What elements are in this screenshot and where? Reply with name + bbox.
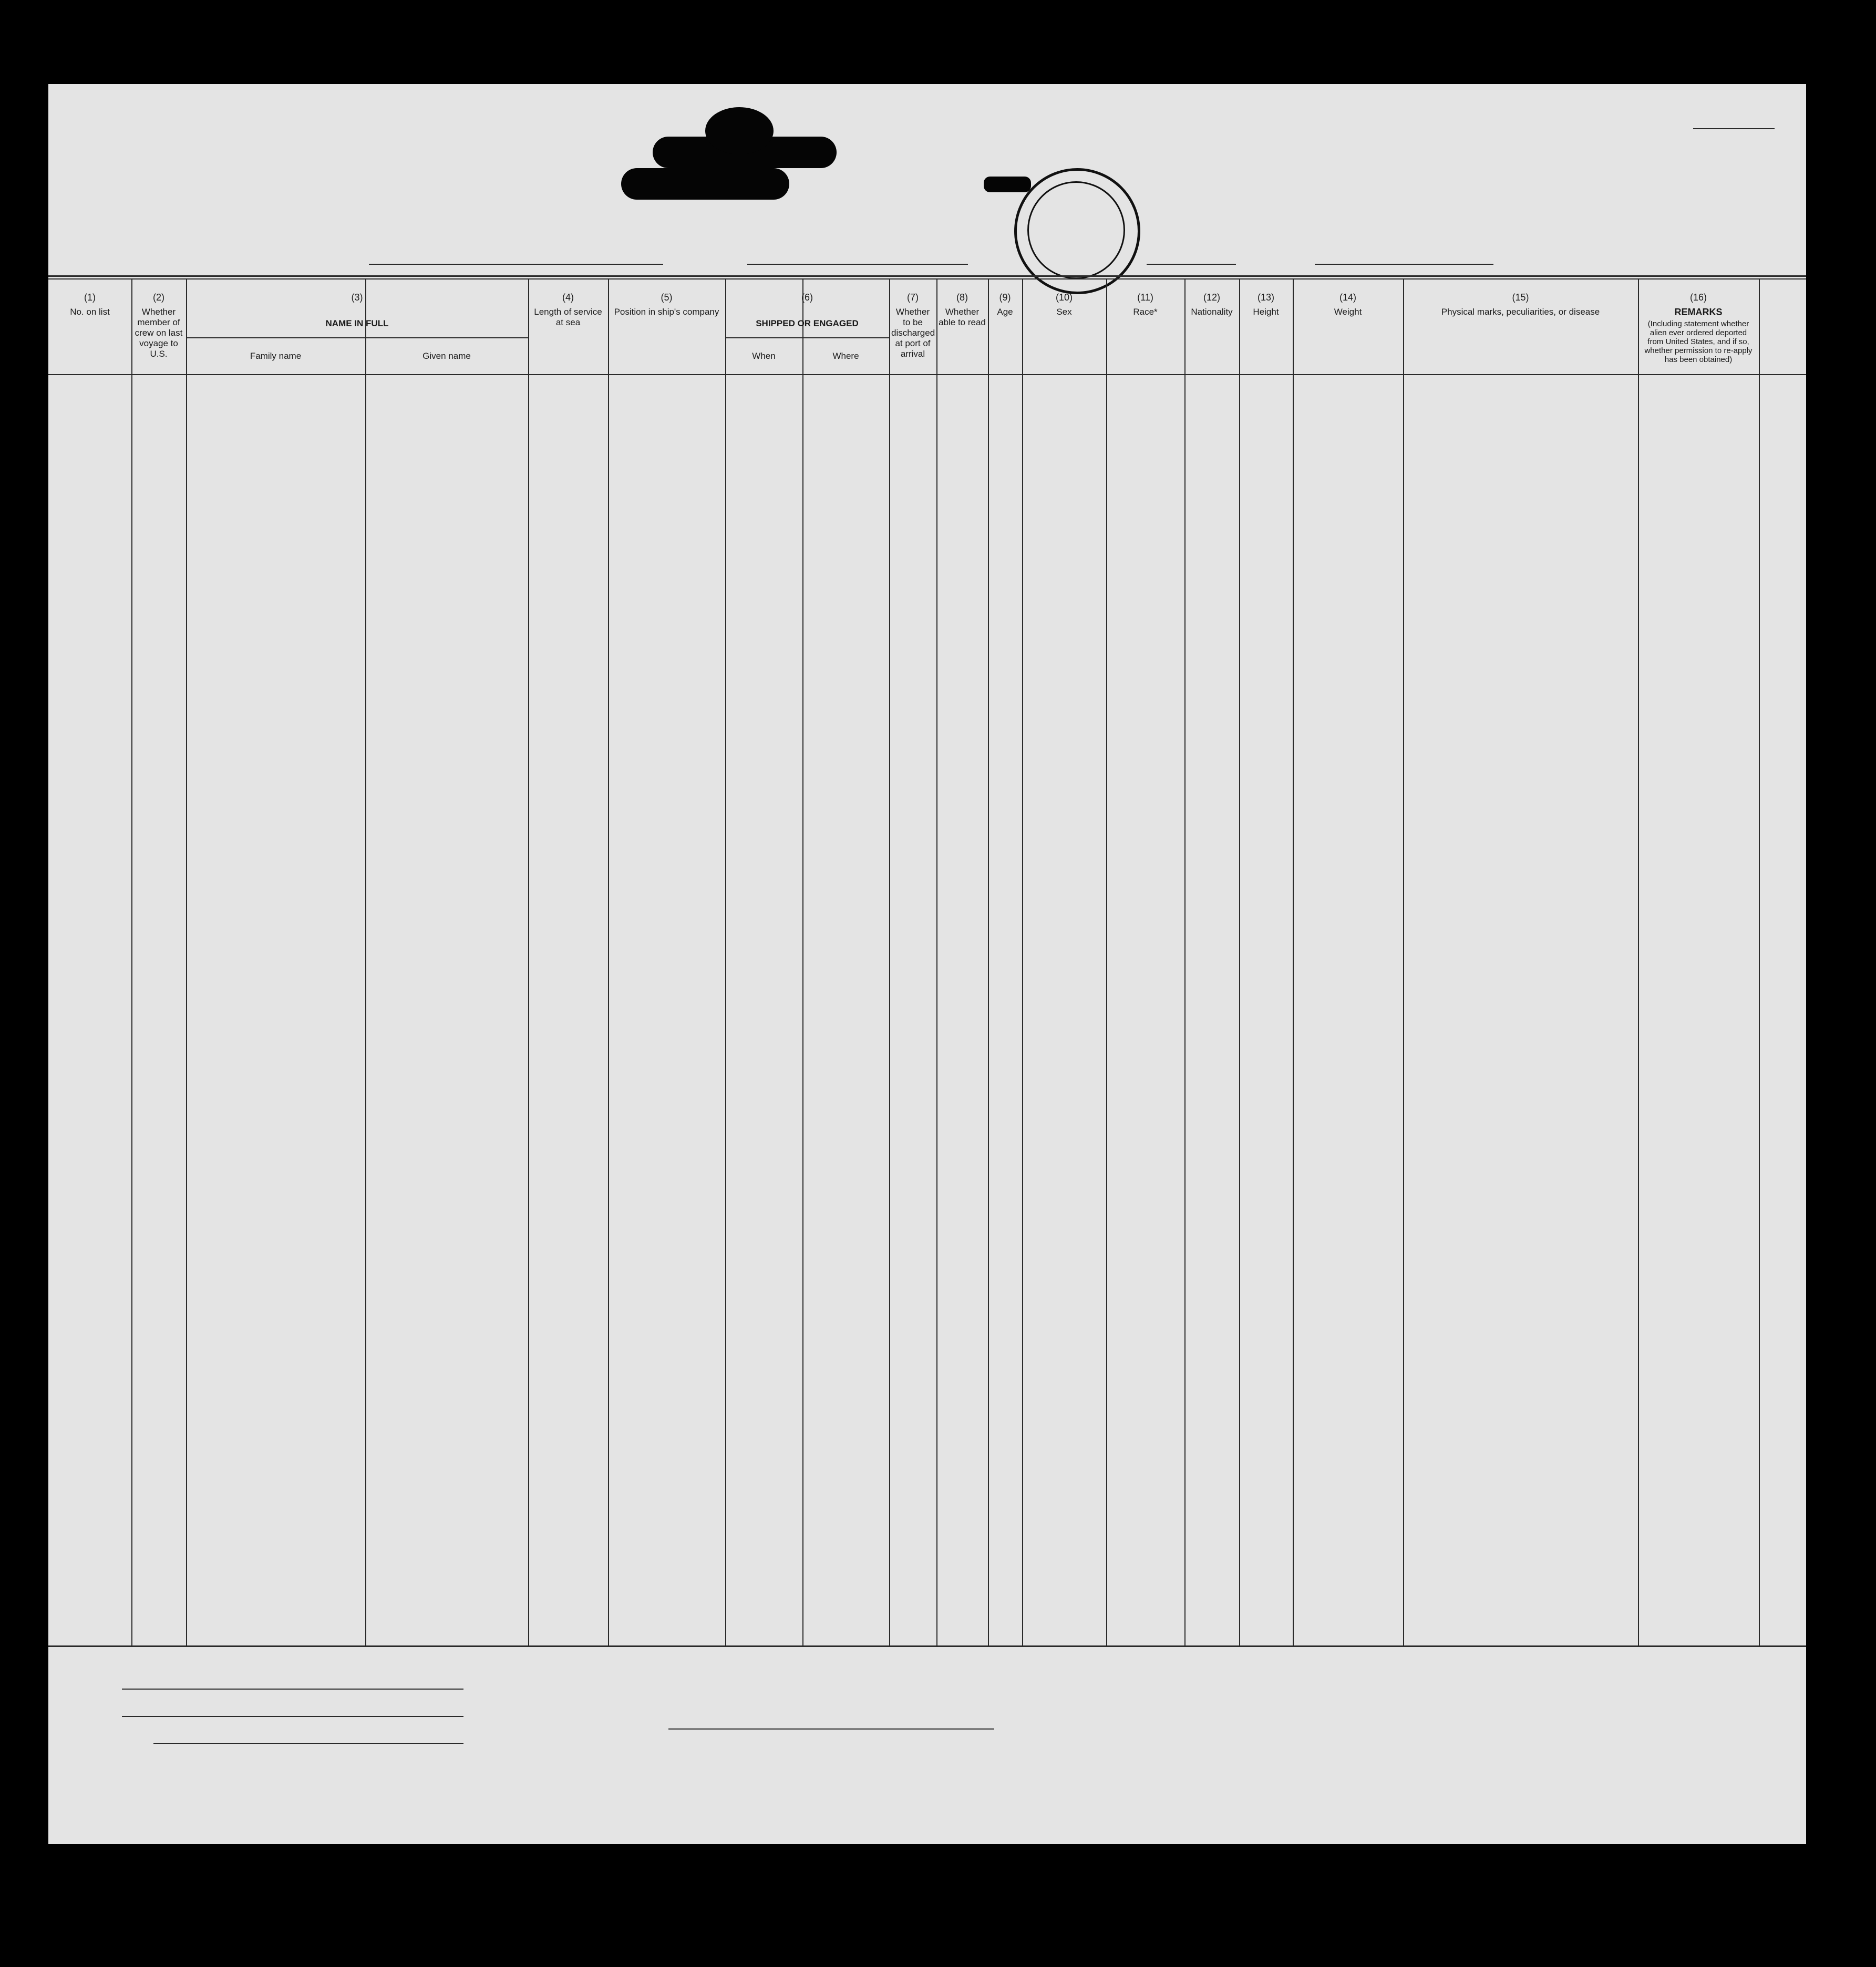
redaction-blot-subtitle — [621, 168, 789, 200]
name-header-split — [186, 337, 528, 338]
column-divider — [1106, 279, 1107, 1645]
column-divider — [1403, 279, 1404, 1645]
column-note: (Including statement whether alien ever ordered deported from United States, and if so, whether permission to re-apply has been obtained) — [1644, 319, 1753, 364]
column-number: (14) — [1339, 292, 1356, 303]
column-divider — [608, 279, 609, 1645]
table-top-border — [48, 275, 1806, 277]
column-divider — [1022, 279, 1023, 1645]
owners-underline — [122, 1716, 463, 1717]
column-label: REMARKS — [1674, 307, 1723, 317]
column-divider — [131, 279, 132, 1645]
shipped-header-split — [725, 337, 889, 338]
header-bottom-border — [48, 374, 1806, 375]
column-number: (6) — [801, 292, 813, 303]
column-divider — [988, 279, 989, 1645]
column-divider — [1638, 279, 1639, 1645]
column-number: (3) — [351, 292, 363, 303]
column-label: Age — [997, 307, 1013, 317]
column-number: (8) — [956, 292, 968, 303]
column-label: SHIPPED OR ENGAGED — [756, 318, 859, 328]
column-divider — [1184, 279, 1186, 1645]
column-divider — [1759, 279, 1760, 1645]
column-number: (4) — [562, 292, 574, 303]
column-divider — [186, 279, 187, 1645]
column-label: Length of service at sea — [534, 307, 602, 327]
column-divider — [1239, 279, 1240, 1645]
vessel-underline — [369, 264, 663, 265]
column-sublabel: When — [752, 351, 776, 361]
column-number: (10) — [1055, 292, 1073, 303]
column-label: Nationality — [1191, 307, 1233, 317]
column-number: (15) — [1512, 292, 1529, 303]
column-number: (16) — [1689, 292, 1707, 303]
column-sublabel: Family name — [250, 351, 302, 361]
column-divider — [1293, 279, 1294, 1645]
column-label: Whether member of crew on last voyage to U.S. — [135, 307, 183, 359]
column-number: (1) — [84, 292, 96, 303]
column-number: (12) — [1203, 292, 1220, 303]
column-sublabel: Where — [832, 351, 859, 361]
table-top-border-2 — [48, 278, 1806, 279]
column-divider — [889, 279, 890, 1645]
table-bottom-border — [48, 1645, 1806, 1647]
column-number: (5) — [661, 292, 673, 303]
port-underline — [747, 264, 968, 265]
column-divider — [936, 279, 937, 1645]
redaction-blot-seal — [705, 107, 774, 154]
column-label: Height — [1253, 307, 1279, 317]
column-number: (11) — [1137, 292, 1153, 303]
column-divider — [528, 279, 529, 1645]
column-label: Race* — [1133, 307, 1158, 317]
manifest-sheet — [48, 84, 1806, 1844]
column-label: No. on list — [70, 307, 110, 317]
column-label: Position in ship's company — [614, 307, 719, 317]
column-divider — [365, 279, 366, 1645]
column-label: Weight — [1334, 307, 1362, 317]
column-number: (13) — [1257, 292, 1274, 303]
sheet-number-underline — [1693, 128, 1775, 129]
column-number: (9) — [999, 292, 1011, 303]
column-label: Whether able to read — [939, 307, 986, 327]
signature-line — [668, 1728, 994, 1730]
arrival-stamp-inner-ring — [1027, 181, 1125, 279]
column-label: NAME IN FULL — [325, 318, 389, 328]
column-label: Sex — [1056, 307, 1072, 317]
column-divider — [725, 279, 726, 1645]
agents-underline — [153, 1743, 463, 1744]
year-underline — [1147, 264, 1236, 265]
column-label: Whether to be discharged at port of arrival — [891, 307, 935, 359]
column-number: (2) — [153, 292, 164, 303]
from-port-underline — [1315, 264, 1493, 265]
column-divider — [802, 279, 803, 1645]
line-underline — [122, 1689, 463, 1690]
redaction-blot-subtitle-2 — [984, 177, 1031, 192]
vertical-vessel-name — [64, 378, 117, 1198]
column-number: (7) — [907, 292, 919, 303]
column-label: Physical marks, peculiarities, or disease — [1441, 307, 1600, 317]
column-sublabel: Given name — [422, 351, 471, 361]
